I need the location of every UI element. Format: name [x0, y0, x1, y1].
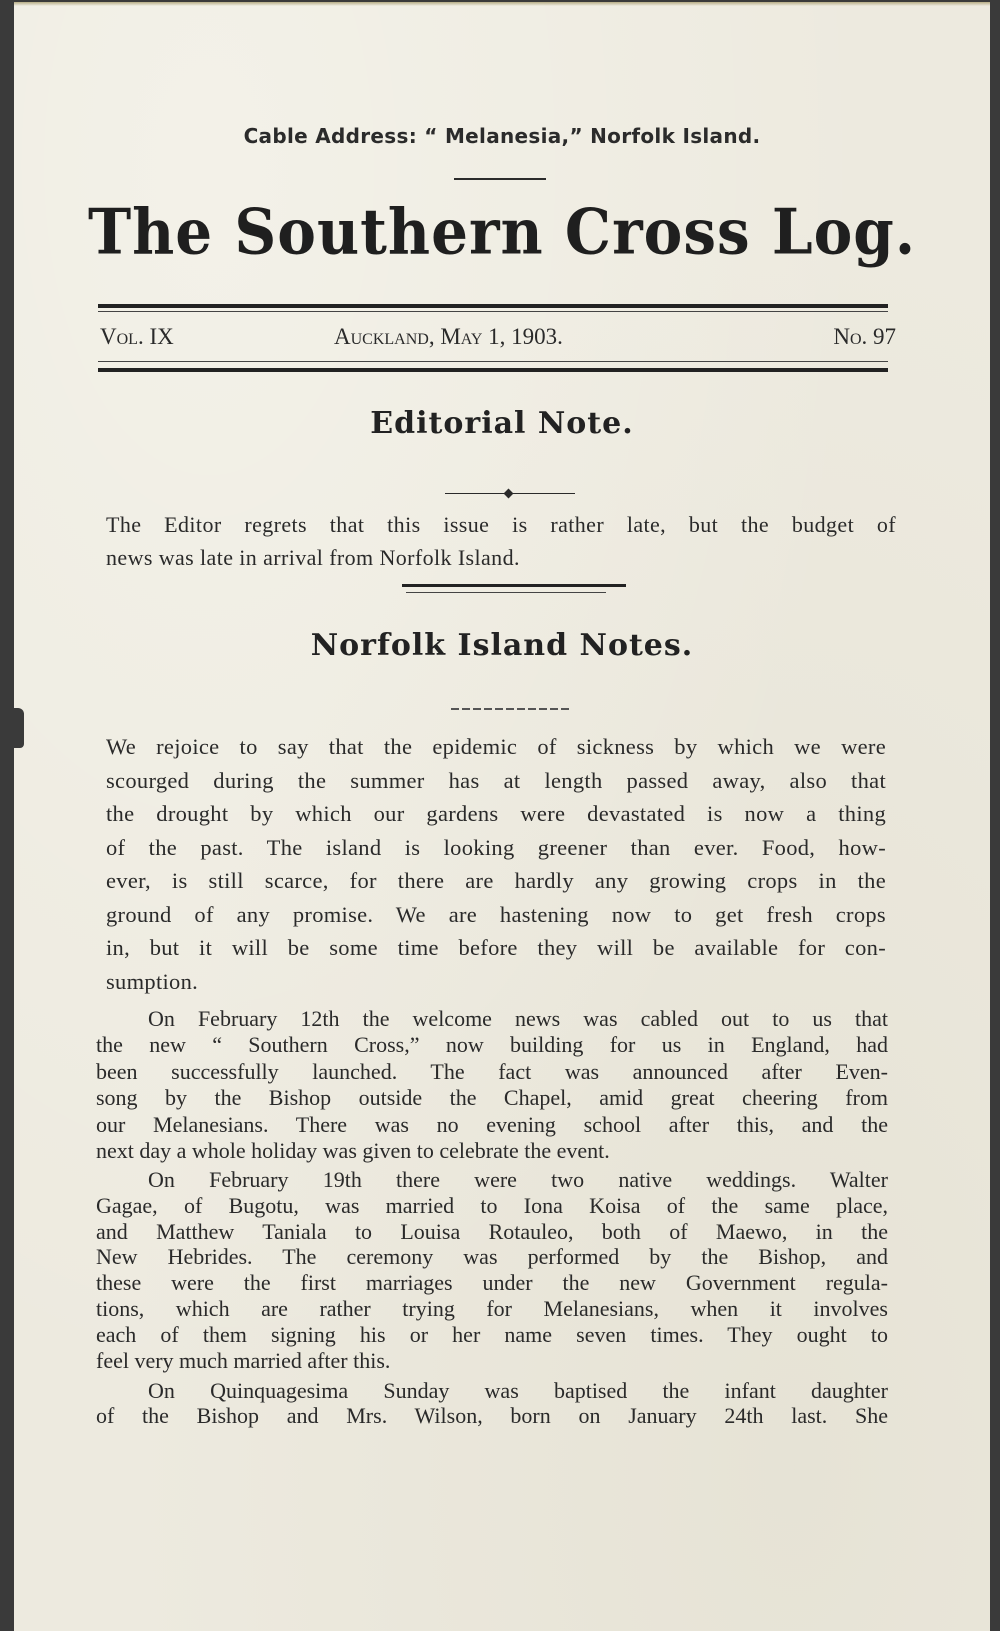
divider [98, 368, 888, 372]
text-line: the new “ Southern Cross,” now building for us in England, had [96, 1032, 888, 1058]
text-line: On Quinquagesima Sunday was baptised the infant daughter [148, 1378, 888, 1403]
text-line: tions, which are rather trying for Melanesians, when it involves [96, 1295, 888, 1321]
masthead-title: The Southern Cross Log. [87, 195, 917, 269]
text-line: each of them signing his or her name seven times. They ought to [96, 1321, 888, 1347]
torn-edge [14, 708, 24, 748]
divider [402, 584, 626, 587]
text-line: song by the Bishop outside the Chapel, amid great cheering from [96, 1085, 888, 1111]
place-date: Auckland, May 1, 1903. [334, 324, 563, 349]
divider [98, 311, 888, 312]
text-line: in, but it will be some time before they will be available for con- [106, 935, 886, 960]
text-line: sumption. [106, 968, 199, 994]
divider [451, 708, 569, 710]
cable-address: Cable Address: “ Melanesia,” Norfolk Island. [243, 124, 761, 148]
editorial-paragraph [106, 508, 896, 574]
text-line: next day a whole holiday was given to celebrate the event. [96, 1138, 610, 1164]
newsletter-page [14, 2, 990, 1631]
divider [98, 304, 888, 308]
text-line: scourged during the summer has at length passed away, also that [106, 767, 886, 793]
text-line: of the Bishop and Mrs. Wilson, born on January 24th last. She [96, 1403, 888, 1428]
text-line: We rejoice to say that the epidemic of sickness by which we were [106, 734, 886, 759]
text-line: On February 12th the welcome news was cabled out to us that [148, 1006, 888, 1031]
text-line: and Matthew Taniala to Louisa Rotauleo, both of Maewo, in the [96, 1218, 888, 1244]
text-line: of the past. The island is looking greener than ever. Food, how- [106, 834, 886, 860]
norfolk-notes-title: Norfolk Island Notes. [310, 628, 694, 663]
issue-info-row [100, 324, 896, 358]
notes-paragraph [96, 1006, 888, 1164]
text-line: New Hebrides. The ceremony was performed by the Bishop, and [96, 1244, 888, 1270]
issue-number: No. 97 [833, 324, 896, 349]
diamond-ornament-icon [504, 489, 514, 499]
text-line: these were the first marriages under the new Government regula- [96, 1270, 888, 1296]
text-line: ground of any promise. We are hastening now to get fresh crops [106, 901, 886, 927]
editorial-title: Editorial Note. [370, 406, 634, 441]
notes-paragraph [106, 730, 886, 998]
divider [454, 178, 546, 180]
notes-paragraph [96, 1167, 888, 1373]
text-line: feel very much married after this. [96, 1347, 391, 1373]
ornament-divider [445, 488, 575, 500]
divider [406, 592, 606, 593]
text-line: On February 19th there were two native weddings. Walter [148, 1167, 888, 1192]
text-line: The Editor regrets that this issue is rather late, but the budget of [106, 512, 896, 537]
text-line: news was late in arrival from Norfolk Island. [106, 545, 520, 570]
volume-label: Vol. IX [100, 324, 174, 349]
notes-paragraph [96, 1378, 888, 1428]
text-line: the drought by which our gardens were devastated is now a thing [106, 801, 886, 826]
divider [98, 361, 888, 362]
text-line: our Melanesians. There was no evening school after this, and the [96, 1111, 888, 1137]
text-line: been successfully launched. The fact was announced after Even- [96, 1058, 888, 1084]
text-line: Gagae, of Bugotu, was married to Iona Koisa of the same place, [96, 1192, 888, 1218]
text-line: ever, is still scarce, for there are hardly any growing crops in the [106, 868, 886, 893]
